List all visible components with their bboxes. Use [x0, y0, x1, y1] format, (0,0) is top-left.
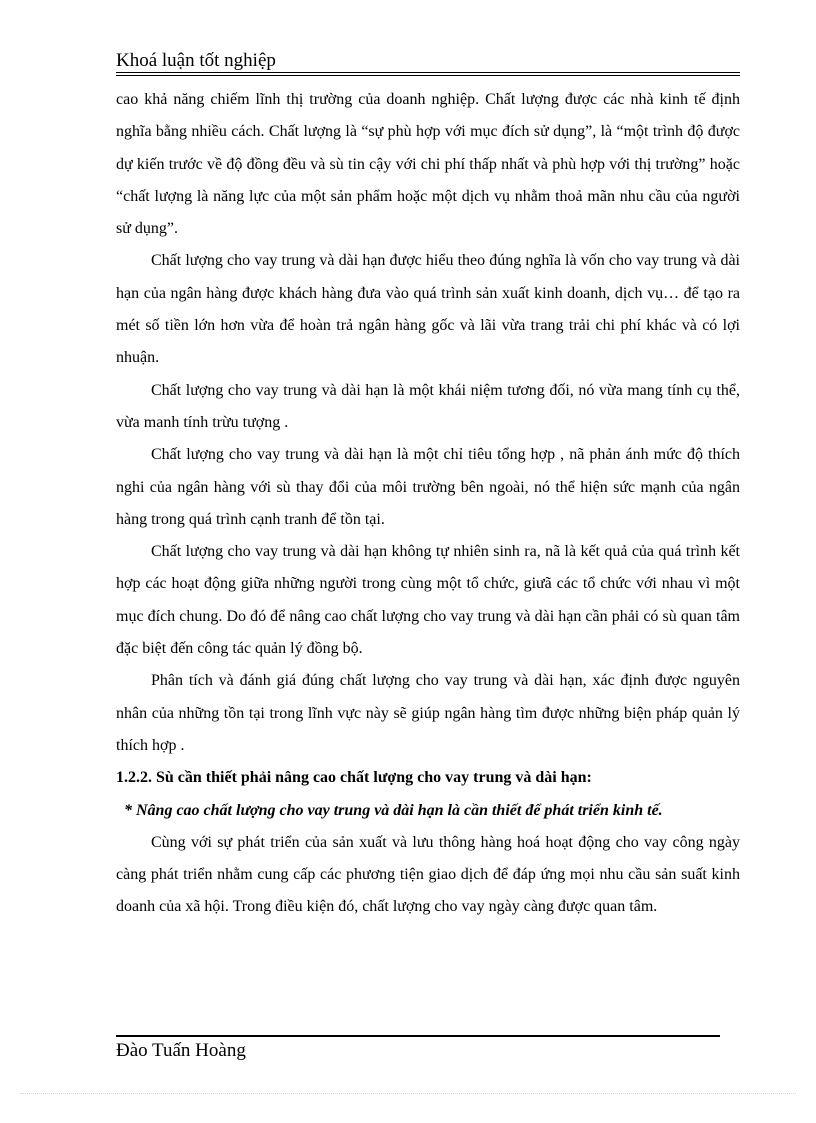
- paragraph: Phân tích và đánh giá đúng chất lượng cho vay trung và dài hạn, xác định được nguyên nhân của những tồn tại trong lĩnh vực này sẽ giúp ngân hàng tìm được những biện pháp quản lý thích hợp .: [116, 672, 740, 754]
- page-header-title: Khoá luận tốt nghiệp: [116, 50, 276, 71]
- paragraph: Chất lượng cho vay trung và dài hạn là một chỉ tiêu tổng hợp , nã phản ánh mức độ thích nghi của ngân hàng với sù thay đổi của môi trường bên ngoài, nó thể hiện sức mạnh của ngân hàng trong quá trình cạnh tranh để tồn tại.: [116, 446, 740, 528]
- page-edge-divider: [20, 1093, 796, 1094]
- footer-rule: [116, 1035, 720, 1037]
- paragraph: Cùng với sự phát triển của sản xuất và lưu thông hàng hoá hoạt động cho vay công ngày càng phát triển nhằm cung cấp các phương tiện giao dịch để đáp ứng mọi nhu cầu sản suất kinh doanh của xã hội. Trong điều kiện đó, chất lượng cho vay ngày càng được quan tâm.: [116, 833, 740, 916]
- footer-author: Đào Tuấn Hoàng: [116, 1040, 246, 1061]
- paragraph: Chất lượng cho vay trung và dài hạn được hiểu theo đúng nghĩa là vốn cho vay trung và dài hạn của ngân hàng được khách hàng đưa vào quá trình sản xuất kinh doanh, dịch vụ… để tạo ra mét số tiền lớn hơn vừa để hoàn trả ngân hàng gốc và lãi vừa trang trải chi phí khác và có lợi nhuận.: [116, 252, 740, 367]
- paragraph-continuation: cao khả năng chiếm lĩnh thị trường của doanh nghiệp. Chất lượng được các nhà kinh tế định nghĩa bằng nhiều cách. Chất lượng là “sự phù hợp với mục đích sử dụng”, là “một trình độ được dự kiến trước về độ đồng đều và sù tin cậy với chi phí thấp nhất và phù hợp với thị trường” hoặc “chất lượng là năng lực của một sản phẩm hoặc một dịch vụ nhằm thoả mãn nhu cầu của người sử dụng”.: [116, 91, 740, 238]
- document-body: [116, 84, 740, 924]
- header-rule-top: [116, 72, 740, 73]
- section-heading: 1.2.2. Sù cần thiết phải nâng cao chất lượng cho vay trung và dài hạn:: [116, 769, 592, 787]
- section-subheading: * Nâng cao chất lượng cho vay trung và dài hạn là cần thiết để phát triển kinh tế.: [124, 801, 663, 819]
- paragraph: Chất lượng cho vay trung và dài hạn không tự nhiên sinh ra, nã là kết quả của quá trình kết hợp các hoạt động giữa những người trong cùng một tổ chức, giưã các tổ chức với nhau vì một mục đích chung. Do đó để nâng cao chất lượng cho vay trung và dài hạn cần phải có sù quan tâm đặc biệt đến công tác quản lý đồng bộ.: [116, 543, 740, 658]
- paragraph: Chất lượng cho vay trung và dài hạn là một khái niệm tương đối, nó vừa mang tính cụ thể, vừa manh tính trừu tượng .: [116, 381, 740, 431]
- header-rule-bottom: [116, 75, 740, 76]
